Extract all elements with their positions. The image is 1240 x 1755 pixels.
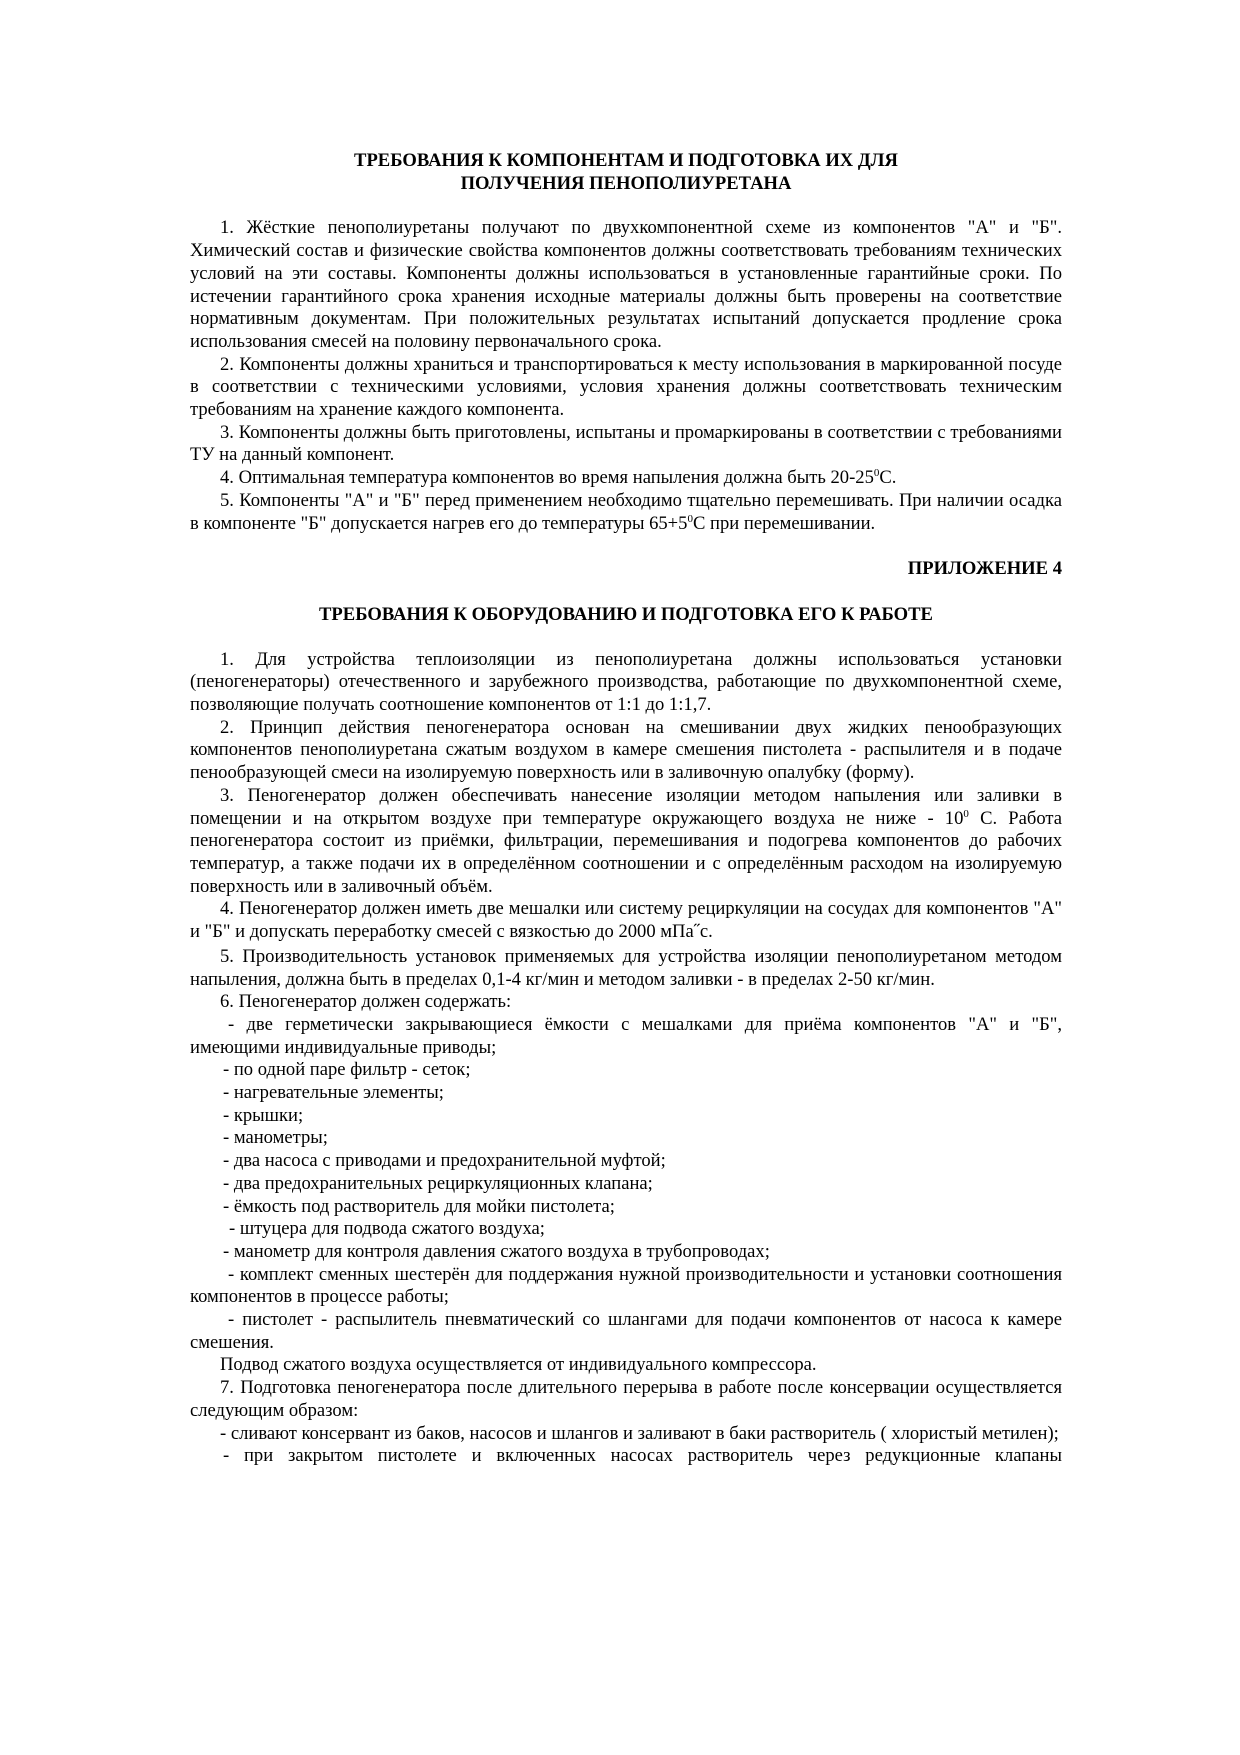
p5-text: 5. Компоненты "А" и "Б" перед применением необходимо тщательно перемешивать. При наличии осадка в компоненте "Б" допускается нагрев его до температуры 65+5 xyxy=(190,489,1062,534)
section2-paragraph-6: 6. Пеногенератор должен содержать: xyxy=(220,991,512,1013)
equipment-list-item: - штуцера для подвода сжатого воздуха; xyxy=(229,1218,545,1240)
section2-paragraph-7: 7. Подготовка пеногенератора после длительного перерыва в работе после консервации осуществляется следующим образом: xyxy=(190,1377,1062,1421)
degree-superscript: 0 xyxy=(687,512,693,525)
degree-superscript: 0 xyxy=(873,467,880,480)
p4-unit: С. xyxy=(879,467,897,489)
appendix-label: ПРИЛОЖЕНИЕ 4 xyxy=(907,558,1062,580)
equipment-list-item: - два предохранительных рециркуляционных клапана; xyxy=(223,1172,653,1194)
section1-paragraph-5 xyxy=(190,490,1062,535)
p4-text: 4. Оптимальная температура компонентов во время напыления должна быть 20-25 xyxy=(220,467,874,489)
equipment-list-item: - по одной паре фильтр - сеток; xyxy=(223,1059,471,1081)
section1-paragraph-3: 3. Компоненты должны быть приготовлены, испытаны и промаркированы в соответствии с требованиями ТУ на данный компонент. xyxy=(190,421,1062,466)
section1-title-line2: ПОЛУЧЕНИЯ ПЕНОПОЛИУРЕТАНА xyxy=(460,172,792,194)
p3-text: 3. Пеногенератор должен обеспечивать нанесение изоляции методом напыления или заливки в помещении и на открытом воздухе при температуре окружающего воздуха не ниже - 10 xyxy=(190,784,1062,829)
equipment-list-item: - пистолет - распылитель пневматический со шлангами для подачи компонентов от насоса к камере смешения. xyxy=(190,1309,1062,1353)
equipment-list-item: - комплект сменных шестерён для поддержания нужной производительности и установки соотношения компонентов в процессе работы; xyxy=(190,1263,1062,1308)
degree-superscript: 0 xyxy=(963,807,969,820)
preparation-step: - сливают консервант из баков, насосов и шлангов и заливают в баки растворитель ( хлористый метилен); xyxy=(220,1422,1059,1444)
equipment-list-item: - крышки; xyxy=(223,1104,304,1126)
section2-paragraph-1: 1. Для устройства теплоизоляции из пенополиуретана должны использоваться установки (пеногенераторы) отечественного и зарубежного производства, работающие по двухкомпонентной схеме, позволяющие получать соотношение компонентов от 1:1 до 1:1,7. xyxy=(190,648,1062,716)
section2-title: ТРЕБОВАНИЯ К ОБОРУДОВАНИЮ И ПОДГОТОВКА ЕГО К РАБОТЕ xyxy=(319,603,933,625)
equipment-list-item: - два насоса с приводами и предохранительной муфтой; xyxy=(223,1150,666,1172)
section1-paragraph-1: 1. Жёсткие пенополиуретаны получают по двухкомпонентной схеме из компонентов "А" и "Б". Химический состав и физические свойства компонентов должны соответствовать требованиям технических условий на эти составы. Компоненты должны использоваться в установленные гарантийные сроки. По истечении гарантийного срока хранения исходные материалы должны быть проверены на соответствие нормативным документам. При положительных результатах испытаний допускается продление срока использования смесей на половину первоначального срока. xyxy=(190,217,1062,352)
section2-paragraph-4: 4. Пеногенератор должен иметь две мешалки или систему рециркуляции на сосудах для компонентов "А" и "Б" и допускать переработку смесей с вязкостью до 2000 мПа˝с. xyxy=(190,898,1062,943)
equipment-list-item: - манометры; xyxy=(223,1127,328,1149)
p3-rest: С. Работа пеногенератора состоит из приёмки, фильтрации, перемешивания и подогрева компонентов до рабочих температур, а также подачи их в определённом соотношении и с определённым расходом на изолируемую поверхность или в заливочный объём. xyxy=(190,807,1062,897)
equipment-list-item: - нагревательные элементы; xyxy=(223,1082,444,1104)
section2-paragraph-5: 5. Производительность установок применяемых для устройства изоляции пенополиуретаном методом напыления, должна быть в пределах 0,1-4 кг/мин и методом заливки - в пределах 2-50 кг/мин. xyxy=(190,945,1062,990)
section1-paragraph-2: 2. Компоненты должны храниться и транспортироваться к месту использования в маркированной посуде в соответствии с техническими условиями, условия хранения должны соответствовать техническим требованиям на хранение каждого компонента. xyxy=(190,353,1062,421)
p5-unit: С при перемешивании. xyxy=(692,512,876,534)
equipment-list-item: - манометр для контроля давления сжатого воздуха в трубопроводах; xyxy=(223,1240,770,1262)
equipment-list-item: - две герметически закрывающиеся ёмкости с мешалками для приёма компонентов "А" и "Б", имеющими индивидуальные приводы; xyxy=(190,1013,1062,1058)
preparation-step: - при закрытом пистолете и включенных насосах растворитель через редукционные клапаны xyxy=(223,1445,1062,1467)
air-supply-note: Подвод сжатого воздуха осуществляется от индивидуального компрессора. xyxy=(220,1354,817,1376)
document-page xyxy=(190,150,1062,1468)
section2-paragraph-3 xyxy=(190,785,1062,899)
equipment-list-item: - ёмкость под растворитель для мойки пистолета; xyxy=(223,1195,615,1217)
section2-paragraph-2: 2. Принцип действия пеногенератора основан на смешивании двух жидких пенообразующих компонентов пенополиуретана сжатым воздухом в камере смешения пистолета - распылителя и в подаче пенообразующей смеси на изолируемую поверхность или в заливочную опалубку (форму). xyxy=(190,716,1062,784)
section1-title-line1: ТРЕБОВАНИЯ К КОМПОНЕНТАМ И ПОДГОТОВКА ИХ ДЛЯ xyxy=(354,150,898,171)
section1-paragraph-4 xyxy=(190,467,1062,490)
